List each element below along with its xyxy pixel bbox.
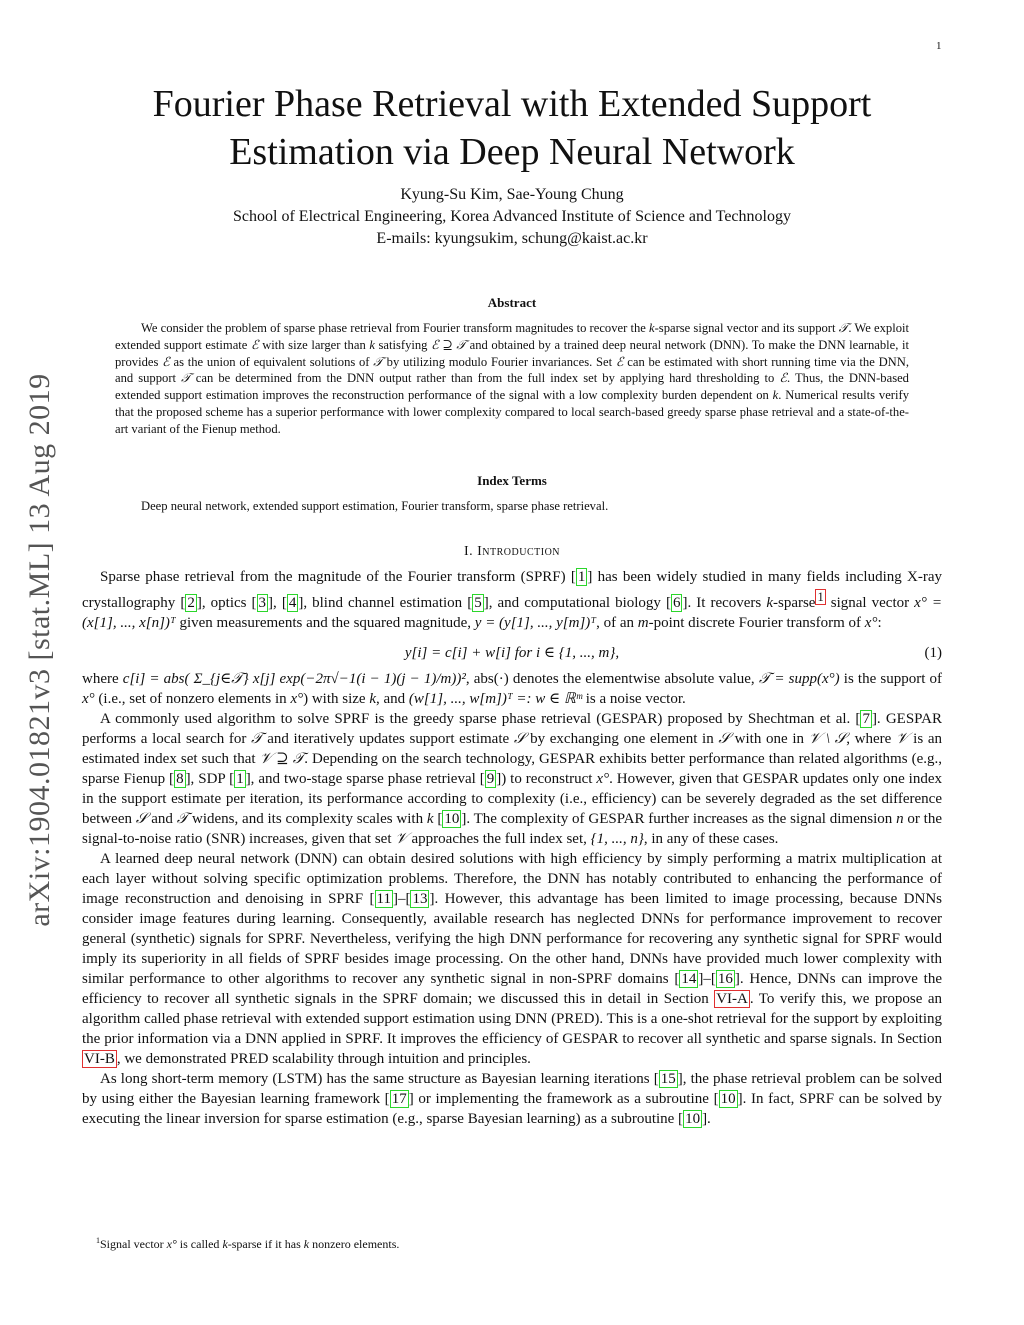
text-run: [ [433, 811, 443, 827]
abstract-run: satisfying [374, 337, 432, 352]
text-run: , in any of these cases. [643, 831, 779, 847]
equation-text: y[i] = c[i] + w[i] for i ∈ {1, ..., m}, [404, 645, 620, 661]
citation-link[interactable]: 10 [685, 1111, 701, 1127]
math: x° [864, 615, 878, 631]
section-link[interactable]: VI-B [84, 1051, 115, 1067]
text-run: given measurements and the squared magnitude, [175, 615, 475, 631]
text-run: with one in [730, 731, 809, 747]
text-run: approaches the full index set, [407, 831, 591, 847]
abstract-run: -sparse signal vector and its support [654, 321, 839, 335]
text-run: , where [846, 731, 896, 747]
text-run: and iteratively updates support estimate [262, 731, 514, 747]
math: k [766, 595, 773, 611]
math: k [222, 1237, 228, 1251]
math: x° = (x[1], ..., x[n])ᵀ [82, 595, 942, 631]
citation-link[interactable]: 7 [862, 711, 870, 727]
text-run: . To verify this, we propose an algorithm called phase retrieval with extended support estimation using DNN (PRED). This is a one-shot retrieval for the support by exploiting the prior information via a DNN applied in SPRF. It improves the efficiency of GESPAR to recover all synthetic and sparse signals. In Section [82, 991, 942, 1047]
math: ℰ [779, 371, 788, 386]
math: x° [290, 691, 304, 707]
math: m [637, 615, 649, 631]
text-run: ]) to reconstruct [496, 771, 597, 787]
citation-link[interactable]: 14 [681, 971, 697, 987]
text-run: , of an [596, 615, 638, 631]
text-run: ]. Hence, DNNs can improve the efficiency to recover all synthetic signals in the SPRF domain; we discussed this in detail in Section [82, 971, 943, 1007]
footnote [96, 1236, 936, 1252]
math: ℰ ⊇ 𝒯 [431, 337, 467, 352]
text-run: -sparse [772, 595, 816, 611]
text-run: ) with size [303, 691, 370, 707]
citation-link[interactable]: 17 [391, 1091, 407, 1107]
paragraph-dnn [82, 849, 942, 1069]
text-run: Signal vector [100, 1237, 167, 1251]
text-run: is a noise vector. [582, 691, 686, 707]
math: n [896, 811, 904, 827]
citation-link[interactable]: 2 [187, 595, 195, 611]
citation-link[interactable]: 3 [258, 595, 267, 611]
abstract-text [115, 320, 909, 438]
section-link[interactable]: VI-A [716, 991, 748, 1007]
citation-link[interactable]: 10 [720, 1091, 736, 1107]
body-text [82, 567, 942, 1129]
text-run: nonzero elements. [309, 1237, 400, 1251]
text-run: ]. [702, 1111, 711, 1127]
text-run: ]. In fact, SPRF can be solved by executing the linear inversion for sparse estimation (e.g., sparse Bayesian learning) as a subroutine [ [82, 1091, 942, 1127]
abstract-run: can be estimated with short running time via the DNN, and support [115, 354, 910, 386]
citation-link[interactable]: 9 [486, 771, 495, 787]
citation-link[interactable]: 10 [444, 811, 460, 827]
citation-link[interactable]: 13 [412, 891, 428, 907]
math: x° [596, 771, 610, 787]
author-block [80, 184, 944, 250]
paragraph-gespar [82, 709, 942, 849]
text-run: ] or implementing the framework as a subroutine [ [408, 1091, 719, 1107]
math: 𝒮 [718, 731, 730, 747]
math: 𝒱 [395, 831, 408, 847]
emails: E-mails: kyungsukim, schung@kaist.ac.kr [376, 230, 648, 247]
text-run: or the signal-to-noise ratio (SNR) increases, given that set [82, 811, 942, 847]
math: k [369, 337, 375, 352]
arxiv-stamp-text: arXiv:1904.01821v3 [stat.ML] 13 Aug 2019 [23, 373, 56, 927]
text-run: . Depending on the search technology, GESPAR exhibits better performance than related algorithms (e.g., sparse Fienup [ [82, 751, 942, 787]
math: 𝒮 [135, 811, 148, 827]
text-run: where [82, 671, 123, 687]
text-run: ], [ [268, 595, 287, 611]
math: {1, ..., n} [590, 831, 644, 847]
math: x° [82, 691, 95, 707]
citation-link[interactable]: 11 [376, 891, 391, 907]
index-terms-heading: Index Terms [477, 473, 547, 488]
text-run: A commonly used algorithm to solve SPRF is the greedy sparse phase retrieval (GESPAR) proposed by Shechtman et al. [ [100, 711, 861, 727]
abstract-run: with size larger than [258, 337, 370, 352]
math: k [426, 811, 434, 827]
paragraph-intro [82, 567, 942, 633]
text-run: (i.e., set of nonzero elements in [94, 691, 291, 707]
footnote-link[interactable]: 1 [817, 590, 824, 604]
abstract-run: and obtained by a trained deep neural network (DNN). To make the DNN learnable, it provides [115, 337, 909, 369]
text-run: ]–[ [698, 971, 716, 987]
math: x° [166, 1237, 177, 1251]
math: 𝒱 [896, 731, 909, 747]
paragraph-where [82, 669, 942, 709]
citation-link[interactable]: 1 [577, 569, 586, 585]
title-line-1: Fourier Phase Retrieval with Extended Support [152, 83, 872, 125]
equation-1 [82, 643, 942, 665]
citation-link[interactable]: 6 [672, 595, 681, 611]
text-run: ], the phase retrieval problem can be solved by using either the Bayesian learning framework [ [82, 1071, 943, 1107]
abstract-run: . Thus, the DNN-based extended support estimation improves the reconstruction performance of the signal with a low complexity burden dependent on [115, 371, 909, 403]
text-run: is the support of [839, 671, 942, 687]
text-run: by exchanging one element in [525, 731, 719, 747]
citation-link[interactable]: 5 [474, 595, 482, 611]
text-run: . However, given that GESPAR updates only one index in the support estimate per iteration, its performance according to complexity (i.e., efficiency) can be severely degraded as the set difference between [82, 771, 943, 827]
abstract-run: as the union of equivalent solutions of [169, 354, 374, 369]
text-run: ]. However, this advantage has been limited to image processing, because DNNs consider image features during learning. Consequently, available research has neglected DNNs for performance improvement to recover general (synthetic) signals for SPRF. Nevertheless, verifying the high DNN performance for recovering any synthetic signal for SPRF would imply its superiority in all fields of SPRF besides image processing. On the other hand, DNNs have provided much lower complexity with similar performance to other algorithms to recover any synthetic signal in non-SPRF domains [ [82, 891, 942, 987]
text-run: , we demonstrated PRED scalability through intuition and principles. [116, 1051, 531, 1067]
text-run: ], SDP [ [185, 771, 235, 787]
math: 𝒯 = supp(x°) [758, 671, 840, 687]
math: (w[1], ..., w[m])ᵀ =: w ∈ ℝᵐ [408, 691, 583, 707]
abstract-run: can be determined from the DNN output rather than from the full index set by applying hard thresholding to [190, 371, 780, 386]
math: ℰ [250, 337, 259, 352]
index-terms-text: Deep neural network, extended support estimation, Fourier transform, sparse phase retrieval. [141, 499, 609, 513]
affiliation: School of Electrical Engineering, Korea Advanced Institute of Science and Technology [233, 208, 791, 225]
authors: Kyung-Su Kim, Sae-Young Chung [400, 186, 624, 203]
title-line-2: Estimation via Deep Neural Network [229, 131, 795, 173]
text-run: : [877, 615, 882, 631]
paper-title [80, 80, 944, 176]
section-heading: I. Introduction [463, 544, 561, 559]
math: k [369, 691, 376, 707]
text-run: widens, and its complexity scales with [188, 811, 427, 827]
math: k [649, 321, 655, 335]
citation-link[interactable]: 8 [176, 771, 184, 787]
text-run: , abs(·) denotes the elementwise absolute value, [465, 671, 759, 687]
text-run: -point discrete Fourier transform of [648, 615, 865, 631]
text-run: is called [176, 1237, 223, 1251]
equation-number: (1) [924, 645, 942, 661]
text-run: ], optics [ [196, 595, 257, 611]
math: 𝒯 [176, 811, 189, 827]
math: 𝒱 \ 𝒮 [808, 731, 847, 747]
math: ℰ [615, 354, 624, 369]
text-run: ], and computational biology [ [483, 595, 671, 611]
text-run: ]–[ [392, 891, 411, 907]
text-run: A learned deep neural network (DNN) can obtain desired solutions with high efficiency by simply performing a matrix multiplication at each layer without solving specific optimization problems. Therefore, the DNN has notably contributed to enhancing the performance of image reconstruction and denoising in SPRF [ [82, 851, 942, 907]
citation-link[interactable]: 1 [236, 771, 244, 787]
math: y = (y[1], ..., y[m])ᵀ [474, 615, 597, 631]
text-run: ], and two-stage sparse phase retrieval [ [245, 771, 485, 787]
citation-link[interactable]: 15 [660, 1071, 676, 1087]
text-run: ]. GESPAR performs a local search for [82, 711, 942, 747]
text-run: , and [376, 691, 409, 707]
math: k [303, 1237, 310, 1251]
math: 𝒯 [181, 371, 191, 386]
text-run: ]. It recovers [682, 595, 767, 611]
page-number: 1 [936, 40, 942, 52]
math: 𝒮 [513, 731, 526, 747]
text-run: is an estimated index set such that [82, 731, 942, 767]
text-run: ], blind channel estimation [ [298, 595, 473, 611]
math: 𝒱 ⊇ 𝒯 [259, 751, 305, 767]
text-run: signal vector [825, 595, 915, 611]
abstract-run: by utilizing modulo Fourier invariances. Set [382, 354, 616, 369]
math: ℰ [162, 354, 170, 369]
citation-link[interactable]: 16 [717, 971, 733, 987]
text-run: As long short-term memory (LSTM) has the same structure as Bayesian learning iterations [ [100, 1071, 659, 1087]
text-run: and [147, 811, 177, 827]
abstract-run: We consider the problem of sparse phase retrieval from Fourier transform magnitudes to recover the [141, 321, 650, 335]
abstract-run: . Numerical results verify that the proposed scheme has a superior performance with lower complexity compared to local search-based greedy sparse phase retrieval and a state-of-the-art variant of the Fienup method. [115, 388, 909, 436]
math: 𝒯 [838, 321, 849, 335]
paragraph-lstm [82, 1069, 942, 1129]
abstract-heading: Abstract [487, 295, 537, 310]
math: k [772, 388, 779, 403]
text-run: Sparse phase retrieval from the magnitude of the Fourier transform (SPRF) [ [100, 569, 576, 585]
abstract-run: . We exploit extended support estimate [115, 321, 910, 352]
math: c[i] = abs( Σ_{j∈𝒯} x[j] exp(−2π√−1(i − 1)(j − 1)/m))² [122, 671, 466, 687]
text-run: -sparse if it has [227, 1237, 304, 1251]
math: 𝒯 [251, 731, 263, 747]
citation-link[interactable]: 4 [288, 595, 297, 611]
text-run: ] has been widely studied in many fields including X-ray crystallography [ [82, 569, 942, 611]
text-run: ]. The complexity of GESPAR further increases as the signal dimension [461, 811, 897, 827]
math: 𝒯 [373, 354, 383, 369]
footnote-mark: 1 [96, 1236, 100, 1245]
